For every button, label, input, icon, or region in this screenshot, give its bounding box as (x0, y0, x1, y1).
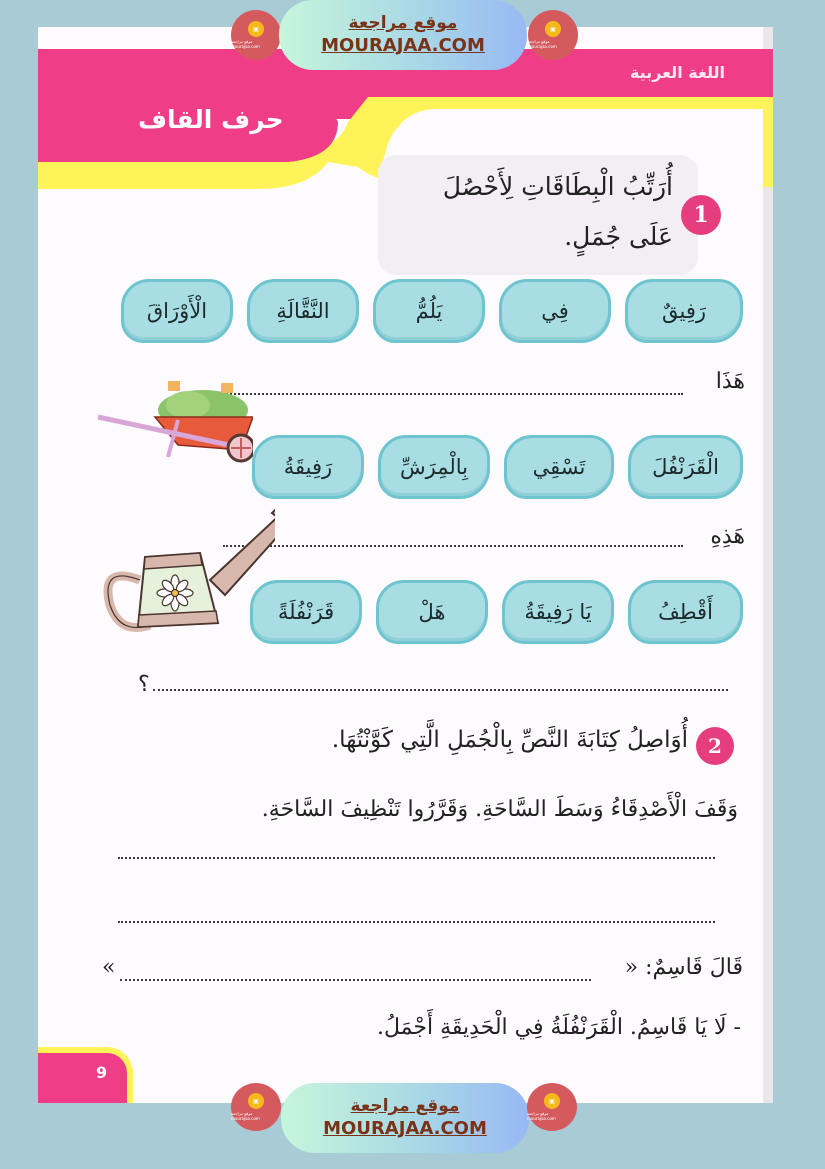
word-card[interactable]: تَسْقِي (504, 435, 614, 499)
exercise2-text-line1: وَقَفَ الْأَصْدِقَاءُ وَسَطَ السَّاحَةِ. وَقَرَّرُوا تَنْظِيفَ السَّاحَةِ. (261, 797, 738, 822)
word-card[interactable]: النَّقَّالَةِ (247, 279, 359, 343)
answer-line-2[interactable] (223, 545, 683, 547)
worksheet-page (38, 27, 773, 1103)
exercise1-instruction-line2: عَلَى جُمَلٍ. (564, 222, 673, 251)
exercise1-instruction-line1: أُرَتِّبُ الْبِطَاقَاتِ لِأَحْصُلَ (442, 172, 673, 201)
word-card[interactable]: يَا رَفِيقَةُ (502, 580, 614, 644)
answer-prefix-2: هَذِهِ (710, 524, 745, 549)
word-card[interactable]: هَلْ (376, 580, 488, 644)
watermark-banner-top[interactable] (279, 0, 527, 70)
card-row-1 (121, 279, 743, 343)
answer-line-4[interactable] (118, 857, 715, 859)
watermark-banner-bottom[interactable] (281, 1083, 529, 1153)
page-number: 9 (96, 1063, 108, 1082)
watering-can-illustration (100, 485, 275, 635)
book-icon: ▣ (248, 21, 264, 37)
wheelbarrow-illustration (93, 375, 253, 465)
answer-line-3[interactable] (153, 689, 728, 691)
quote-prefix: قَالَ قَاسِمٌ: « (624, 955, 743, 980)
exercise1-number-badge: 1 (681, 195, 721, 235)
word-card[interactable]: فِي (499, 279, 611, 343)
quote-suffix: » (102, 955, 116, 980)
card-row-2 (252, 435, 743, 499)
word-card[interactable]: أَقْطِفُ (628, 580, 743, 644)
book-icon: ▣ (545, 21, 561, 37)
answer-line-quote[interactable] (120, 979, 591, 981)
watermark-badge-right-bottom: ▣ موقع مراجعة mourajaa.com (527, 1083, 577, 1131)
exercise2-text-last: - لَا يَا قَاسِمُ. الْقَرَنْفُلَةُ فِي الْحَدِيقَةِ أَجْمَلُ. (376, 1015, 741, 1040)
word-card[interactable]: رَفِيقَةُ (252, 435, 364, 499)
book-icon: ▣ (544, 1093, 560, 1109)
book-icon: ▣ (248, 1093, 264, 1109)
word-card[interactable]: قَرَنْفُلَةً (250, 580, 362, 644)
exercise2-number-badge: 2 (696, 727, 734, 765)
page-title: حرف القاف (138, 105, 284, 134)
watermark-badge-right-top: ▣ موقع مراجعة mourajaa.com (528, 10, 578, 60)
watermark-badge-left-top: ▣ موقع مراجعة mourajaa.com (231, 10, 281, 60)
card-row-3 (250, 580, 743, 644)
word-card[interactable]: الْأَوْرَاقَ (121, 279, 233, 343)
word-card[interactable]: رَفِيقٌ (625, 279, 743, 343)
exercise2-instruction: أُوَاصِلُ كِتَابَةَ النَّصِّ بِالْجُمَلِ الَّتِي كَوَّنْتُهَا. (331, 727, 688, 753)
answer-line-1[interactable] (223, 393, 683, 395)
word-card[interactable]: يَلُمُّ (373, 279, 485, 343)
watermark-badge-left-bottom: ▣ موقع مراجعة mourajaa.com (231, 1083, 281, 1131)
answer-line-5[interactable] (118, 921, 715, 923)
page-number-tab (38, 1047, 133, 1103)
subject-label: اللغة العربية (629, 63, 725, 82)
watermark-arabic: موقع مراجعة (348, 13, 458, 33)
watermark-latin: MOURAJAA.COM (323, 1118, 487, 1139)
watermark-latin: MOURAJAA.COM (321, 35, 485, 56)
answer-suffix-3: ؟ (138, 672, 150, 697)
word-card[interactable]: الْقَرَنْفُلَ (628, 435, 743, 499)
answer-prefix-1: هَذَا (715, 369, 745, 394)
word-card[interactable]: بِالْمِرَشِّ (378, 435, 490, 499)
watermark-arabic: موقع مراجعة (350, 1096, 460, 1116)
